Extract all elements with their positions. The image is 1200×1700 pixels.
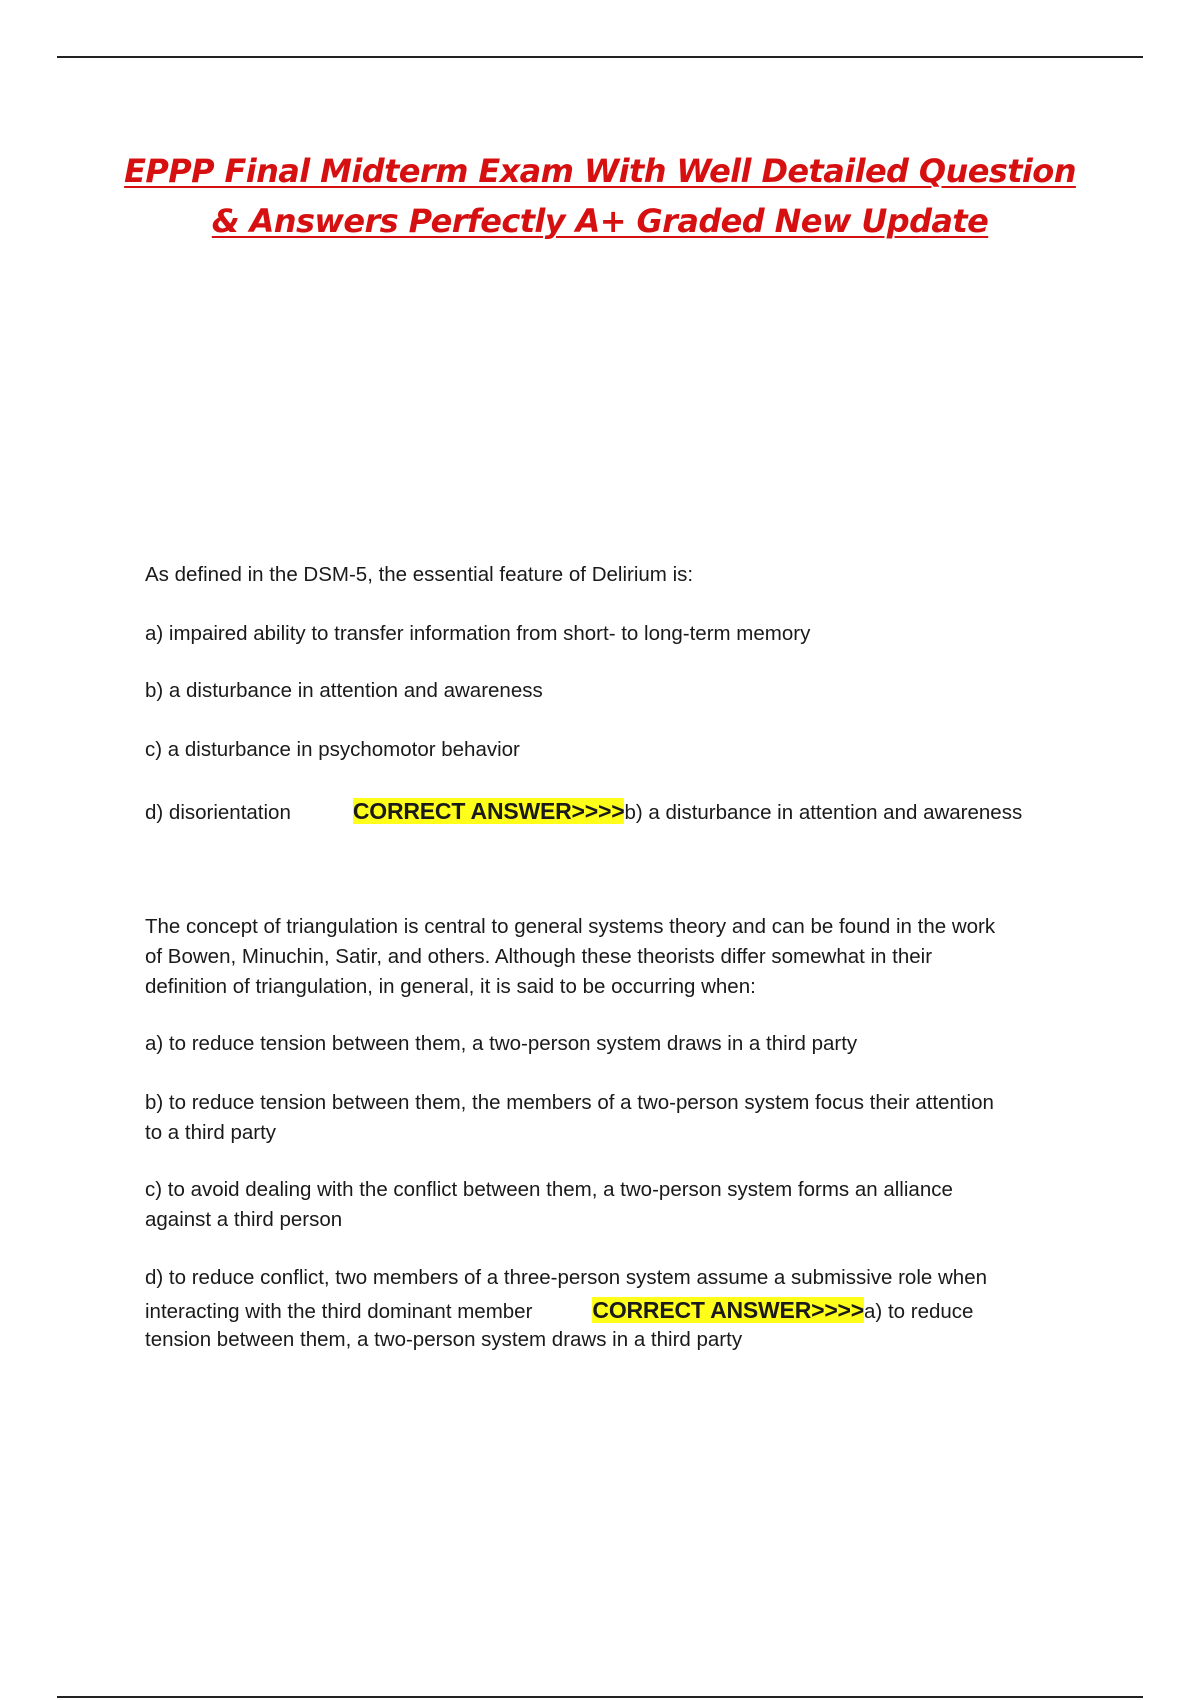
question-1-answer-text: b) a disturbance in attention and awareness xyxy=(624,801,1023,824)
correct-answer-label: CORRECT ANSWER>>>> xyxy=(592,1297,865,1323)
question-2-option-b-line-1: b) to reduce tension between them, the members of a two-person system focus their attention xyxy=(145,1091,994,1114)
question-1-option-a: a) impaired ability to transfer information from short- to long-term memory xyxy=(145,622,811,645)
question-2-option-c-line-1: c) to avoid dealing with the conflict between them, a two-person system forms an alliance xyxy=(145,1178,953,1201)
question-2-stem-line-1: The concept of triangulation is central to general systems theory and can be found in the work xyxy=(145,915,996,938)
correct-answer-label: CORRECT ANSWER>>>> xyxy=(352,798,625,824)
question-2-stem-line-2: of Bowen, Minuchin, Satir, and others. Although these theorists differ somewhat in their xyxy=(145,945,933,968)
question-2-stem-line-3: definition of triangulation, in general, it is said to be occurring when: xyxy=(145,975,756,998)
question-2-option-d-line-1: d) to reduce conflict, two members of a three-person system assume a submissive role when xyxy=(145,1266,987,1289)
question-1-option-d-row xyxy=(145,796,1085,828)
top-rule xyxy=(57,56,1143,58)
question-1-option-d: d) disorientation xyxy=(145,801,291,824)
question-2-answer-text: a) to reduce xyxy=(864,1300,974,1323)
bottom-rule xyxy=(57,1696,1143,1698)
question-2-option-d-line-2: interacting with the third dominant member xyxy=(145,1300,533,1323)
question-2-option-c-line-2: against a third person xyxy=(145,1208,343,1231)
question-1-option-c: c) a disturbance in psychomotor behavior xyxy=(145,738,520,761)
title-line-2: & Answers Perfectly A+ Graded New Update xyxy=(211,202,989,240)
question-2-answer-text-line-2: tension between them, a two-person system draws in a third party xyxy=(145,1328,743,1351)
title-line-1: EPPP Final Midterm Exam With Well Detailed Question xyxy=(124,152,1076,190)
question-2-option-b-line-2: to a third party xyxy=(145,1121,277,1144)
document-title xyxy=(100,146,1100,246)
question-1-stem: As defined in the DSM-5, the essential feature of Delirium is: xyxy=(145,563,694,586)
question-2-option-d-row xyxy=(145,1295,1085,1327)
question-2-option-a: a) to reduce tension between them, a two-person system draws in a third party xyxy=(145,1032,858,1055)
question-1-option-b: b) a disturbance in attention and awareness xyxy=(145,679,543,702)
